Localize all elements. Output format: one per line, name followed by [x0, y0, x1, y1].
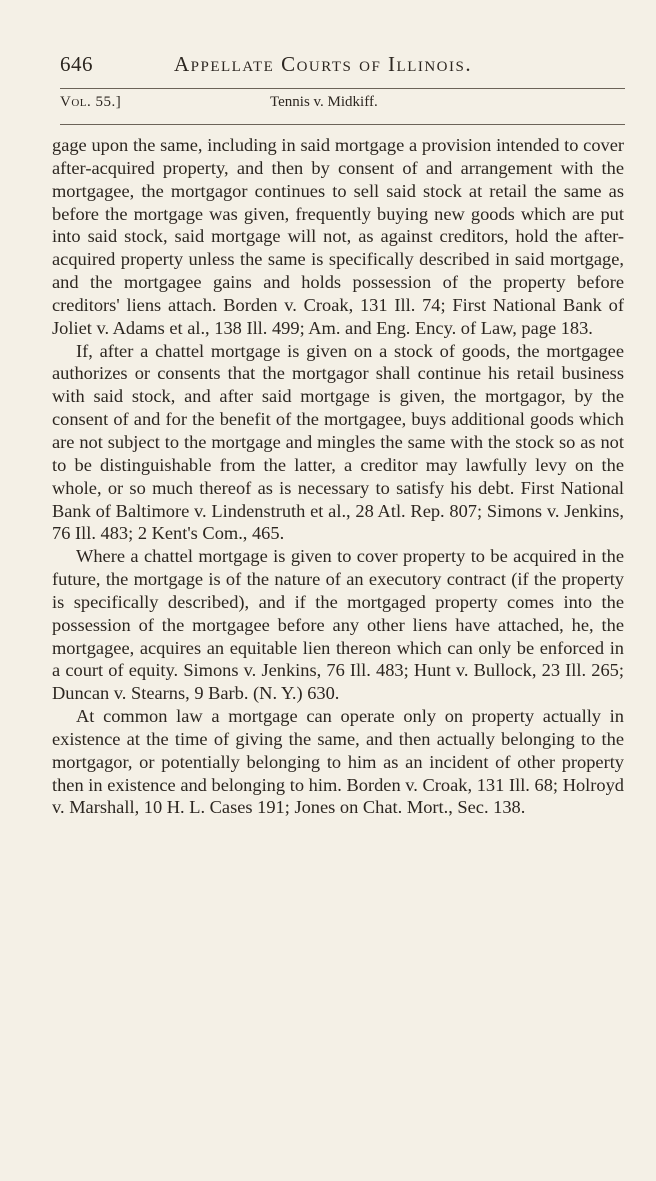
volume-number: Vol. 55.] — [60, 94, 122, 110]
paragraph: If, after a chattel mortgage is given on a stock of goods, the mortgagee authorizes or consents that the mortgagor shall continue his retail business with said stock, and after said mortgage is given, the mortgagor, by the consent of and for the benefit of the mortgagee, buys additional goods which are not subject to the mortgage and mingles the same with the stock so as not to be distinguishable from the latter, a creditor may lawfully levy on the whole, or so much thereof as is necessary to satisfy his debt. First National Bank of Baltimore v. Lindenstruth et al., 28 Atl. Rep. 807; Simons v. Jenkins, 76 Ill. 483; 2 Kent's Com., 465. — [52, 340, 624, 544]
body-text — [52, 134, 624, 819]
paragraph: Where a chattel mortgage is given to cover property to be acquired in the future, the mortgage is of the nature of an executory contract (if the property is specifically described), and if the mortgaged property comes into the possession of the mortgagee before any other liens have attached, he, the mortgagee, acquires an equitable lien thereon which can only be enforced in a court of equity. Simons v. Jenkins, 76 Ill. 483; Hunt v. Bullock, 23 Ill. 265; Duncan v. Stearns, 9 Barb. (N. Y.) 630. — [52, 546, 624, 704]
case-rule — [60, 124, 625, 125]
case-line — [60, 94, 620, 114]
case-name: Tennis v. Midkiff. — [270, 94, 378, 110]
paragraph-continued: gage upon the same, including in said mortgage a provision intended to cover after-acquired property, and then by consent of and arrangement with the mortgagee, the mortgagor continues to sell said stock at retail the same as before the mortgage was given, frequently buying new goods which are put into said stock, said mortgage will not, as against creditors, hold the after-acquired property unless the same is specifically described in said mortgage, and the mortgagee gains and holds possession of the property before creditors' liens attach. Borden v. Croak, 131 Ill. 74; First National Bank of Joliet v. Adams et al., 138 Ill. 499; Am. and Eng. Ency. of Law, page 183. — [52, 135, 624, 338]
page-number: 646 — [60, 52, 93, 76]
running-title: Appellate Courts of Illinois. — [174, 52, 473, 76]
running-head — [60, 52, 560, 80]
paragraph: At common law a mortgage can operate only on property actually in existence at the time of giving the same, and then actually belonging to the mortgagor, or potentially belonging to him as an incident of other property then in existence and belonging to him. Borden v. Croak, 131 Ill. 68; Holroyd v. Marshall, 10 H. L. Cases 191; Jones on Chat. Mort., Sec. 138. — [52, 706, 624, 818]
header-rule — [60, 88, 625, 89]
